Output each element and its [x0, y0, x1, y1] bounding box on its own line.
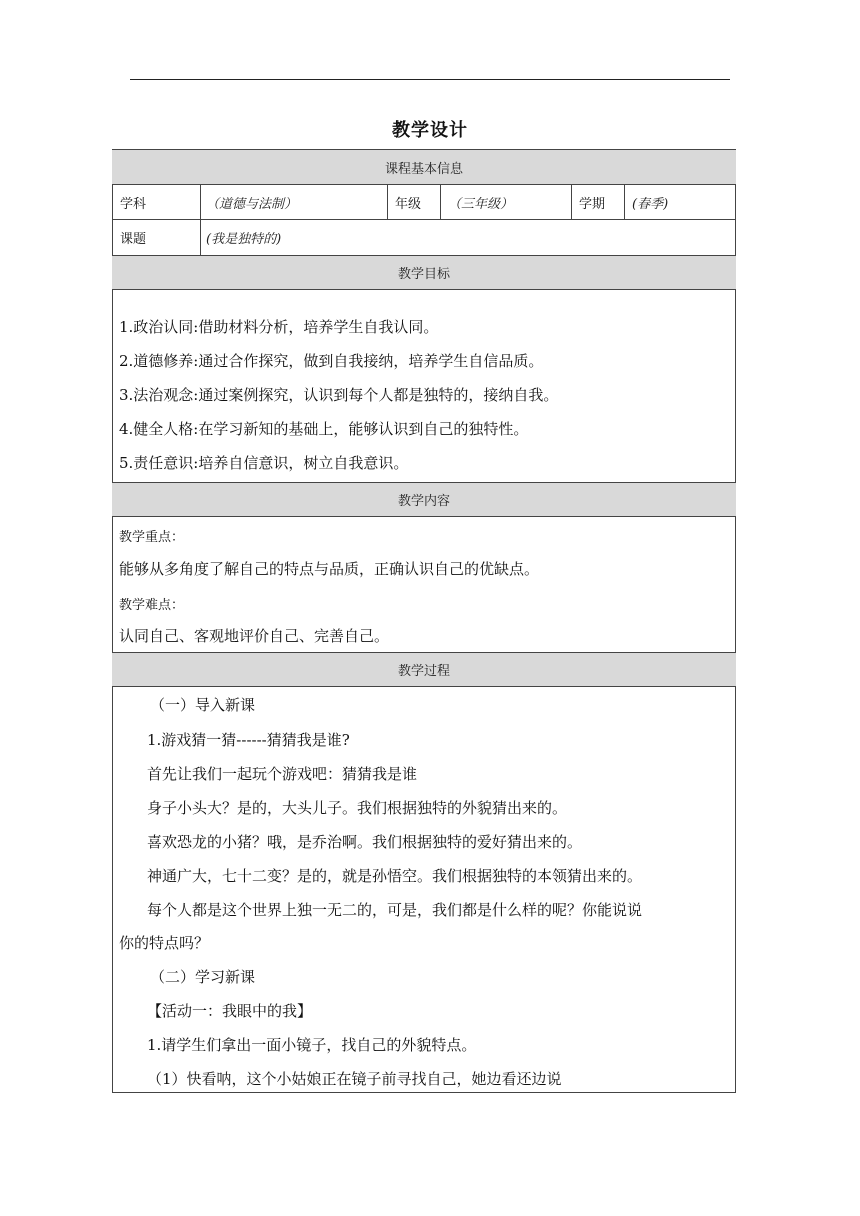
section-header-content: 教学内容: [112, 482, 736, 517]
header-rule: [130, 79, 730, 80]
goal-item: 3.法治观念:通过案例探究，认识到每个人都是独特的，接纳自我。: [119, 386, 559, 404]
section-header-basic-info: 课程基本信息: [112, 149, 736, 185]
section-header-process: 教学过程: [112, 652, 736, 687]
column-divider: [440, 185, 441, 219]
topic-value: (我是独特的): [206, 231, 282, 247]
process-line: 1.请学生们拿出一面小镜子，找自己的外貌特点。: [147, 1036, 477, 1054]
section-header-goals: 教学目标: [112, 255, 736, 290]
grade-value: （三年级）: [448, 196, 514, 212]
process-line: 身子小头大？是的，大头儿子。我们根据独特的外貌猜出来的。: [147, 799, 568, 817]
subject-value: （道德与法制）: [206, 196, 298, 212]
process-line: （二）学习新课: [150, 968, 256, 986]
key-point-text: 能够从多角度了解自己的特点与品质，正确认识自己的优缺点。: [119, 560, 540, 578]
grade-label: 年级: [395, 196, 422, 212]
difficult-point-label: 教学难点：: [119, 598, 185, 613]
column-divider: [387, 185, 388, 219]
goal-item: 1.政治认同:借助材料分析，培养学生自我认同。: [119, 318, 439, 336]
column-divider: [624, 185, 625, 219]
goal-item: 2.道德修养:通过合作探究，做到自我接纳，培养学生自信品质。: [119, 352, 544, 370]
subject-label: 学科: [120, 196, 147, 212]
column-divider: [571, 185, 572, 219]
column-divider: [200, 185, 201, 255]
process-line: （一）导入新课: [150, 696, 256, 714]
process-line: 神通广大，七十二变？是的，就是孙悟空。我们根据独特的本领猜出来的。: [147, 867, 643, 885]
process-line: 喜欢恐龙的小猪？哦，是乔治啊。我们根据独特的爱好猜出来的。: [147, 833, 583, 851]
process-line: 首先让我们一起玩个游戏吧：猜猜我是谁: [147, 765, 418, 783]
topic-label: 课题: [120, 231, 147, 247]
term-value: (春季): [632, 196, 669, 212]
process-line: 1.游戏猜一猜------猜猜我是谁?: [147, 731, 350, 749]
term-label: 学期: [579, 196, 606, 212]
key-point-label: 教学重点：: [119, 530, 185, 545]
process-line: （1）快看呐，这个小姑娘正在镜子前寻找自己，她边看还边说: [147, 1070, 562, 1088]
document-title: 教学设计: [392, 120, 468, 141]
process-line: 【活动一：我眼中的我】: [147, 1002, 313, 1020]
process-line: 你的特点吗？: [119, 934, 210, 952]
goal-item: 4.健全人格:在学习新知的基础上，能够认识到自己的独特性。: [119, 420, 529, 438]
process-line: 每个人都是这个世界上独一无二的，可是，我们都是什么样的呢？你能说说: [147, 901, 643, 919]
goal-item: 5.责任意识:培养自信意识，树立自我意识。: [119, 454, 409, 472]
difficult-point-text: 认同自己、客观地评价自己、完善自己。: [119, 627, 390, 645]
